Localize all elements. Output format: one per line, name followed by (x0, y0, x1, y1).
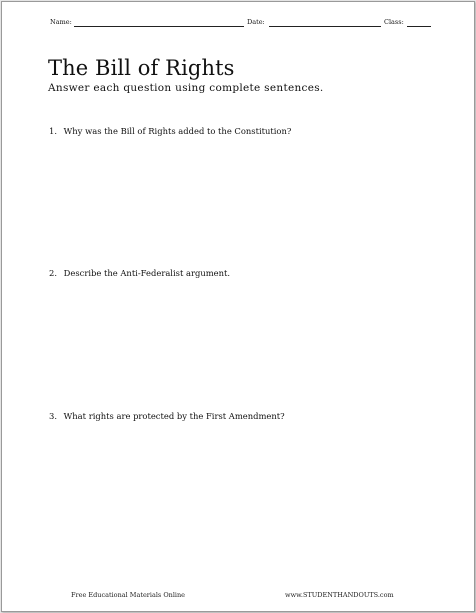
question-1 (49, 126, 291, 136)
question-number: 2. (49, 268, 57, 278)
class-label: Class: (384, 18, 404, 26)
question-3 (49, 411, 285, 421)
question-2 (49, 268, 230, 278)
footer-left: Free Educational Materials Online (71, 591, 186, 599)
name-blank (74, 26, 244, 27)
worksheet-instructions: Answer each question using complete sentences. (48, 82, 324, 94)
date-label: Date: (247, 18, 265, 26)
question-number: 3. (49, 411, 57, 421)
question-text: What rights are protected by the First Amendment? (63, 411, 285, 421)
question-text: Why was the Bill of Rights added to the Constitution? (63, 126, 292, 136)
question-number: 1. (49, 126, 57, 136)
worksheet-title: The Bill of Rights (48, 56, 235, 80)
worksheet-page (1, 1, 475, 612)
footer-right: www.STUDENTHANDOUTS.com (285, 591, 394, 599)
name-label: Name: (50, 18, 72, 26)
date-blank (269, 26, 381, 27)
class-blank (407, 26, 431, 27)
question-text: Describe the Anti-Federalist argument. (63, 268, 231, 278)
